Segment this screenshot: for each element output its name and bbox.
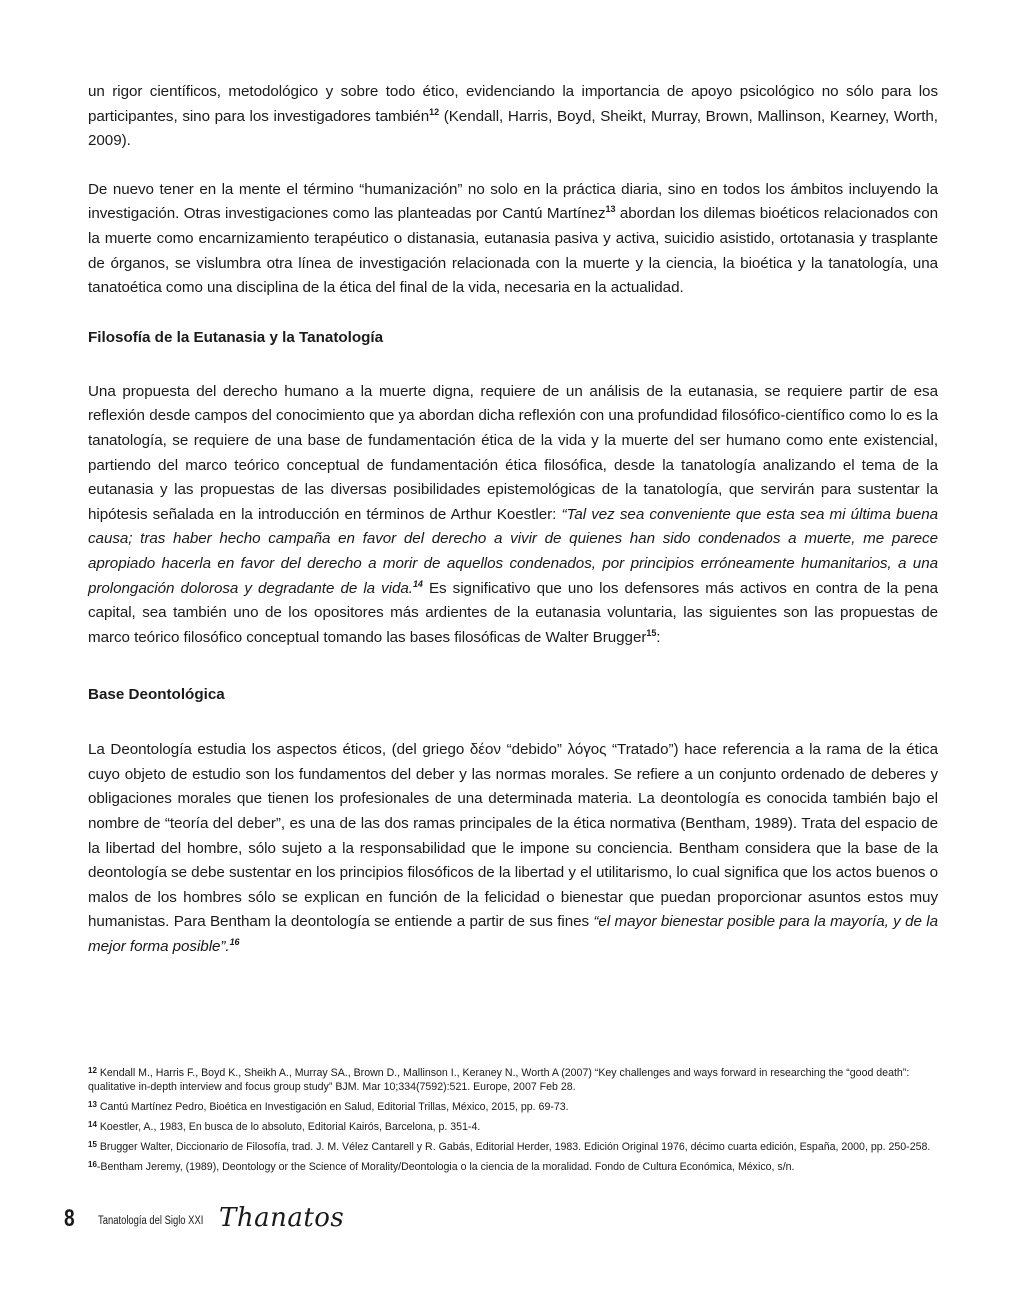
footnote-number: 13 [88, 1100, 97, 1109]
footnote-ref-16: 16 [229, 937, 240, 948]
footnote-text: Kendall M., Harris F., Boyd K., Sheikh A., Murray SA., Brown D., Mallinson I., Keraney N., Worth A (2007) “Key challenges and ways forward in researching the “good death”: qualitative in-depth interview and focus group study” BJM. Mar 10;334(7592):521. Europe, 2007 Feb 28. [88, 1067, 910, 1093]
thanatos-logo: Thanatos [219, 1203, 345, 1233]
footnote-14 [88, 1118, 938, 1134]
paragraph-2 [88, 178, 938, 301]
footnote-number: 15 [88, 1140, 97, 1149]
paragraph-3-end: : [656, 628, 661, 646]
footnote-13 [88, 1098, 938, 1114]
bentham-quote: “el mayor bienestar posible para la mayoría, y de la mejor forma posible”. [88, 913, 938, 956]
footnote-text: Cantú Martínez Pedro, Bioética en Investigación en Salud, Editorial Trillas, México, 2015, pp. 69-73. [96, 1101, 569, 1113]
footnote-ref-13: 13 [605, 204, 616, 215]
footnote-text: Koestler, A., 1983, En busca de lo absoluto, Editorial Kairós, Barcelona, p. 351-4. [96, 1121, 481, 1133]
paragraph-2-text-a: De nuevo tener en la mente el término “humanización” no solo en la práctica diaria, sino en todos los ámbitos incluyendo la investigación. Otras investigaciones como las planteadas por Cantú Martínez [88, 180, 938, 223]
page-number: 8 [64, 1205, 75, 1232]
footnote-number: 12 [88, 1066, 97, 1075]
footnote-ref-12: 12 [429, 106, 440, 117]
paragraph-4-text: La Deontología estudia los aspectos éticos, (del griego δέον “debido” λόγος “Tratado”) hace referencia a la rama de la ética cuyo objeto de estudio son los fundamentos del deber y las normas morales. Se refiere a un conjunto ordenado de deberes y obligaciones morales que tienen los profesionales de una determinada materia. La deontología es conocida también bajo el nombre de “teoría del deber”, es una de las dos ramas principales de la ética normativa (Bentham, 1989). Trata del espacio de la libertad del hombre, sólo sujeto a la responsabilidad que le impone su conciencia. Bentham considera que la base de la deontología se debe sustentar en los principios filosóficos de la libertad y el utilitarismo, lo cual significa que los actos buenos o malos de los hombres sólo se explican en función de la felicidad o bienestar que puedan proporcionar asuntos estos muy humanistas. Para Bentham la deontología se entiende a partir de sus fines [88, 741, 938, 931]
paragraph-3-text-a: Una propuesta del derecho humano a la muerte digna, requiere de un análisis de la eutanasia, se requiere partir de esa reflexión desde campos del conocimiento que ya abordan dicha reflexión con una profundidad filosófico-científico como lo es la tanatología, se requiere de una base de fundamentación ética de la vida y la muerte del ser humano como ente existencial, partiendo del marco teórico conceptual de fundamentación ética filosófica, desde la tanatología analizando el tema de la eutanasia y las propuestas de las diversas posibilidades epistemológicas de la tanatología, que servirán para sustentar la hipótesis señalada en la introducción en términos de Arthur Koestler: [88, 382, 938, 523]
page-body [88, 80, 938, 960]
footnote-15 [88, 1138, 938, 1154]
section-heading-deontologica: Base Deontológica [88, 686, 225, 704]
footnote-12 [88, 1064, 938, 1094]
publication-title: Tanatología del Siglo XXI [98, 1215, 204, 1227]
footnote-number: 14 [88, 1120, 97, 1129]
footnote-text: -Bentham Jeremy, (1989), Deontology or the Science of Morality/Deontologia o la ciencia de la moralidad. Fondo de Cultura Económica, México, s/n. [96, 1161, 795, 1173]
paragraph-1-tail: (Kendall, Harris, Boyd, Sheikt, Murray, Brown, Mallinson, Kearney, Worth, 2009). [88, 107, 938, 150]
paragraph-1-text: un rigor científicos, metodológico y sobre todo ético, evidenciando la importancia de apoyo psicológico no sólo para los participantes, sino para los investigadores también [88, 83, 938, 125]
paragraph-3 [88, 380, 938, 651]
paragraph-4 [88, 738, 938, 959]
section-heading-eutanasia: Filosofía de la Eutanasia y la Tanatología [88, 328, 384, 346]
paragraph-2-text-b: abordan los dilemas bioéticos relacionados con la muerte como encarnizamiento terapéutico o distanasia, eutanasia pasiva y activa, suicidio asistido, ortotanasia y trasplante de órganos, se vislumbra otra línea de investigación relacionada con la muerte y la ciencia, la bioética y la tanatología, una tanatoética como una disciplina de la ética del final de la vida, necesaria en la actualidad. [88, 205, 938, 297]
footnotes [88, 1064, 938, 1178]
page-footer [64, 1205, 464, 1241]
footnote-ref-14: 14 [412, 578, 423, 589]
paragraph-1 [88, 80, 938, 154]
koestler-quote: “Tal vez sea conveniente que esta sea mi última buena causa; tras haber hecho campaña en favor del derecho a vivir de quienes han sido condenados a muerte, me parece apropiado hacerla en favor del derecho a morir de aquellos condenados, por principios erróneamente humanitarios, a una prolongación dolorosa y degradante de la vida. [88, 505, 938, 597]
paragraph-3-text-b: Es significativo que uno los defensores más activos en contra de la pena capital, sea también uno de los opositores más ardientes de la eutanasia voluntaria, las siguientes son las propuestas de marco teórico filosófico conceptual tomando las bases filosóficas de Walter Brugger [88, 579, 938, 646]
footnote-ref-15: 15 [646, 627, 657, 638]
footnote-text: Brugger Walter, Diccionario de Filosofía, trad. J. M. Vélez Cantarell y R. Gabás, Editorial Herder, 1983. Edición Original 1976, décimo cuarta edición, España, 2000, pp. 250-258. [96, 1141, 931, 1153]
footnote-number: 16 [88, 1160, 97, 1169]
footnote-16 [88, 1158, 938, 1174]
